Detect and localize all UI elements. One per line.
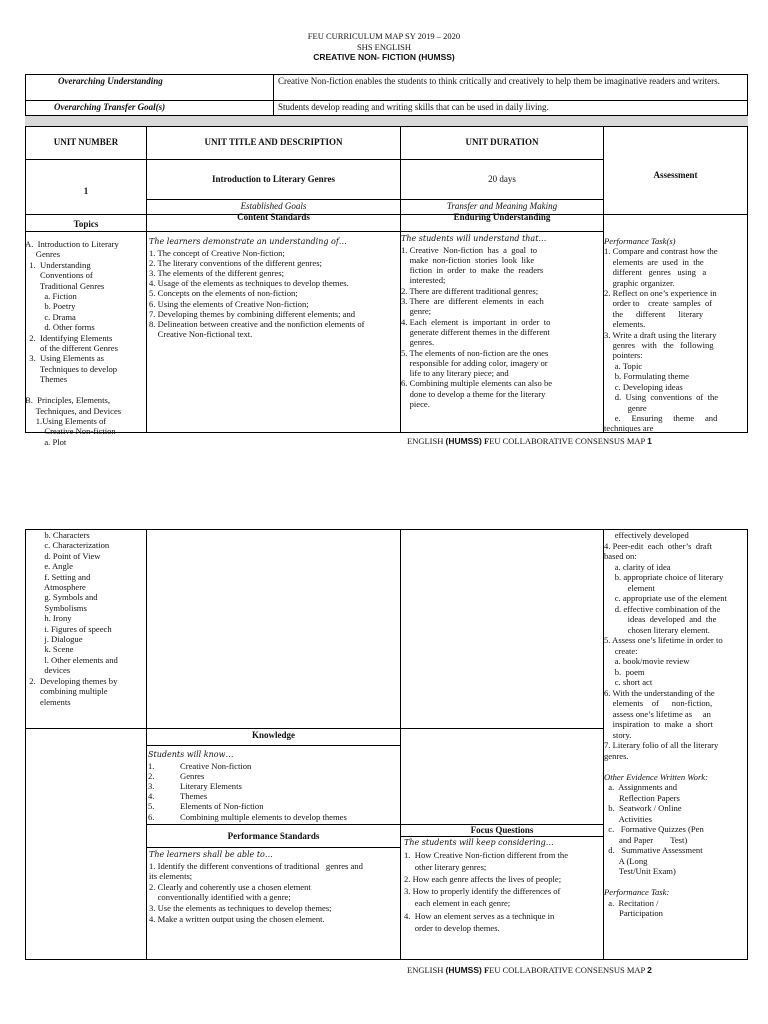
assessment-line: order to create samples of (604, 298, 713, 309)
performance-item: 1. Identify the different conventions of traditional genres and (149, 860, 363, 871)
assessment-line: 2. Reflect on one’s experience in (604, 288, 717, 299)
knowledge-item (148, 761, 399, 771)
topic-line: d. Other forms (25, 322, 95, 333)
topic-line: a. Fiction (25, 291, 77, 302)
knowledge-item-text: Genres (180, 770, 205, 781)
footer-page1 (407, 436, 652, 446)
topic-line: e. Angle (25, 561, 73, 572)
topic-line: Themes (25, 374, 68, 385)
content-standard-item: Creative Non-fictional text. (149, 329, 253, 340)
knowledge-item-number: 4. (148, 791, 155, 802)
knowledge-item-number: 1. (148, 760, 155, 771)
content-standards-label: Content Standards (237, 212, 310, 222)
topic-line: combining multiple (25, 686, 108, 697)
established-goals-label: Established Goals (240, 201, 307, 211)
topic-line: a. Plot (25, 436, 67, 447)
focus-item: 1. How Creative Non-fiction different from the (404, 849, 569, 860)
knowledge-item-number: 3. (148, 781, 155, 791)
footer1-humss: (HUMSS) (445, 436, 482, 446)
topic-line: Atmosphere (25, 582, 86, 593)
unit-title-value: Introduction to Literary Genres (212, 174, 335, 184)
topic-line: 3. Using Elements as (25, 353, 105, 364)
assessment-line: Reflection Papers (604, 792, 680, 803)
assessment-line: a. Topic (604, 360, 643, 371)
performance-item: 2. Clearly and coherently use a chosen element (149, 881, 311, 892)
separator-band (25, 116, 748, 126)
assessment-list-page2 (604, 530, 748, 958)
knowledge-item-text: Literary Elements (180, 781, 242, 791)
enduring-item: 3. There are different elements in each (401, 296, 544, 307)
assessment-line: Activities (604, 813, 652, 824)
knowledge-item-text: Themes (180, 791, 208, 802)
header-unit-title: UNIT TITLE AND DESCRIPTION (204, 137, 343, 147)
topic-line: l. Other elements and (25, 654, 118, 665)
footer2-post: EU COLLABORATIVE CONSENSUS MAP (489, 965, 648, 975)
assessment-line: ideas developed and the (604, 614, 717, 624)
assessment-line: story. (604, 729, 632, 740)
assessment-line: based on: (604, 551, 637, 561)
topic-line: c. Characterization (25, 540, 110, 551)
focus-item: order to develop themes. (404, 922, 500, 933)
assessment-line: a. Recitation / (604, 897, 659, 908)
assessment-line: a. Assignments and (604, 782, 678, 792)
topics-list-page2 (25, 530, 146, 726)
knowledge-item (148, 781, 399, 791)
assessment-line: inspiration to make a short (604, 719, 713, 729)
topic-line: d. Point of View (25, 550, 101, 561)
assessment-line: 4. Peer-edit each other’s draft (604, 540, 713, 551)
assessment-line: c. Developing ideas (604, 381, 683, 392)
topic-line: Techniques, and Devices (25, 405, 122, 416)
header-unit-number: UNIT NUMBER (53, 137, 119, 147)
header-assessment: Assessment (653, 170, 698, 180)
focus-item: 4. How an element serves as a technique in (404, 910, 555, 921)
enduring-item: 6. Combining multiple elements can also be (401, 378, 553, 389)
knowledge-label: Knowledge (251, 730, 295, 740)
assessment-line: c. appropriate use of the element (604, 593, 727, 603)
assessment-line: effectively developed (604, 530, 689, 540)
enduring-list (401, 245, 602, 410)
footer2-f: F (481, 965, 490, 975)
overarching-transfer-text: Students develop reading and writing skills that can be used in daily living. (278, 102, 549, 112)
header-unit-duration: UNIT DURATION (465, 137, 539, 147)
topic-line: k. Scene (25, 644, 74, 655)
assessment-line: 3. Write a draft using the literary (604, 329, 717, 340)
content-standard-item: 6. Using the elements of Creative Non-fiction; (149, 298, 309, 309)
assessment-line: 1. Compare and contrast how the (604, 246, 718, 257)
focus-list (404, 849, 602, 934)
topics-list-page1 (25, 239, 146, 447)
performance-intro: The learners shall be able to… (149, 850, 273, 859)
assessment-line: different genres using a (604, 267, 707, 278)
enduring-item: generate different themes in the different (401, 326, 550, 337)
assessment-line: b. Seatwork / Online (604, 803, 682, 813)
performance-list (149, 861, 399, 925)
enduring-item: life to any literary piece; and (401, 368, 509, 379)
assessment-line: elements. (604, 319, 646, 330)
focus-item: 3. How to properly identify the differences of (404, 886, 561, 897)
focus-item: other literary genres; (404, 861, 487, 872)
assessment-line: b. Formulating theme (604, 371, 689, 382)
topic-line: Techniques to develop (25, 363, 118, 374)
topic-line: of the different Genres (25, 343, 118, 354)
doc-title (0, 52, 768, 62)
unit-duration-value: 20 days (488, 174, 516, 184)
assessment-line: elements are used in the (604, 256, 704, 267)
knowledge-item-number: 5. (148, 801, 155, 812)
enduring-item: fiction in order to make the readers (401, 265, 544, 276)
content-standards-cell (149, 237, 399, 427)
focus-questions-label: Focus Questions (470, 825, 534, 835)
enduring-intro: The students will understand that… (401, 234, 547, 243)
content-standard-item: 7. Developing themes by combining different elements; and (149, 308, 356, 319)
assessment-line: Performance Task: (604, 887, 670, 897)
assessment-line (604, 877, 748, 888)
enduring-item: interested; (401, 275, 446, 286)
content-standards-list (149, 248, 399, 340)
footer1-num: 1 (647, 436, 652, 446)
assessment-line (604, 761, 748, 772)
footer-page2 (407, 965, 652, 975)
topics-label: Topics (73, 219, 99, 229)
topic-line: Conventions of (25, 270, 93, 281)
content-standard-item: 3. The elements of the different genres; (149, 268, 284, 278)
topic-line: A. Introduction to Literary (25, 239, 119, 249)
assessment-line: b. poem (604, 666, 645, 677)
doc-title-text: CREATIVE NON- FICTION (HUMSS) (313, 52, 455, 62)
enduring-cell (401, 234, 602, 430)
performance-item: 4. Make a written output using the chosen element. (149, 913, 325, 924)
topic-line: b. Poetry (25, 301, 76, 312)
assessment-line: 5. Assess one’s lifetime in order to (604, 635, 723, 645)
topic-line: 1.Using Elements of (25, 415, 107, 426)
assessment-line: create: (604, 645, 638, 656)
topic-line: g. Symbols and (25, 592, 98, 603)
knowledge-list (148, 761, 399, 822)
knowledge-item (148, 812, 399, 822)
assessment-line: element (604, 582, 655, 593)
assessment-line: d. Summative Assessment (604, 845, 703, 855)
knowledge-item-number: 2. (148, 770, 155, 781)
assessment-line: c. short act (604, 677, 653, 687)
overarching-transfer-label: Overarching Transfer Goal(s) (54, 102, 166, 112)
enduring-understanding-label: Enduring Understanding (453, 212, 551, 222)
transfer-meaning-label: Transfer and Meaning Making (446, 201, 558, 211)
assessment-line: Other Evidence Written Work: (604, 771, 708, 782)
topic-line: 2. Identifying Elements (25, 332, 113, 343)
performance-item: conventionally identified with a genre; (149, 892, 291, 903)
enduring-item: genres. (401, 337, 435, 348)
topic-line: 2. Developing themes by (25, 675, 118, 686)
content-standard-item: 8. Delineation between creative and the nonfiction elements of (149, 319, 365, 330)
content-standard-item: 2. The literary conventions of the different genres; (149, 257, 322, 268)
topic-line: j. Dialogue (25, 634, 83, 645)
footer2-humss: (HUMSS) (445, 965, 482, 975)
overarching-understanding-text: Creative Non-fiction enables the students to think critically and creatively to help them be imaginative readers and writers. (278, 76, 720, 86)
enduring-item: done to develop a theme for the literary (401, 388, 546, 399)
assessment-line: d. effective combination of the (604, 603, 721, 614)
topic-line: Symbolisms (25, 602, 87, 613)
assessment-line: genre (604, 402, 647, 413)
enduring-item: 4. Each element is important in order to (401, 316, 551, 327)
assessment-line: a. clarity of idea (604, 561, 671, 572)
assessment-list-page1 (604, 236, 748, 432)
doc-header-line2: SHS ENGLISH (356, 42, 412, 52)
assessment-line: 7. Literary folio of all the literary (604, 740, 719, 750)
content-standard-item: 5. Concepts on the elements of non-fiction; (149, 288, 298, 299)
knowledge-cell (148, 750, 399, 822)
topic-line: elements (25, 696, 71, 707)
assessment-line: and Paper Test) (604, 834, 688, 845)
knowledge-intro: Students will know… (148, 750, 234, 759)
doc-header-line1: FEU CURRICULUM MAP SY 2019 – 2020 (307, 31, 461, 41)
content-standard-item: 1. The concept of Creative Non-fiction; (149, 247, 285, 258)
assessment-line: chosen literary element. (604, 624, 710, 635)
knowledge-item (148, 801, 399, 811)
topic-line: c. Drama (25, 311, 76, 322)
enduring-item: make non-fiction stories look like (401, 254, 535, 265)
assessment-line: Test/Unit Exam) (604, 866, 676, 876)
enduring-item: 5. The elements of non-fiction are the ones (401, 347, 549, 358)
topic-line: Genres (25, 249, 61, 260)
knowledge-item-number: 6. (148, 811, 155, 822)
knowledge-item-text: Elements of Non-fiction (180, 801, 264, 812)
enduring-item: genre; (401, 306, 432, 317)
assessment-line: assess one’s lifetime as an (604, 708, 711, 719)
assessment-line: e. Ensuring theme and (604, 412, 718, 423)
performance-cell (149, 850, 399, 956)
assessment-line: c. Formative Quizzes (Pen (604, 824, 704, 834)
focus-item: each element in each genre; (404, 898, 511, 909)
topic-line: b. Characters (25, 530, 90, 540)
assessment-line: elements of non-fiction, (604, 698, 713, 708)
content-standard-item: 4. Usage of the elements as techniques to develop themes. (149, 278, 349, 289)
topic-line: 1. Understanding (25, 259, 91, 270)
topic-line: B. Principles, Elements, (25, 395, 110, 406)
topic-line: h. Irony (25, 613, 72, 624)
assessment-line: Participation (604, 908, 663, 918)
knowledge-item (148, 791, 399, 801)
topic-line (25, 385, 146, 395)
content-standards-intro: The learners demonstrate an understanding of… (149, 237, 347, 246)
performance-standards-label: Performance Standards (227, 831, 320, 841)
assessment-line: Performance Task(s) (604, 236, 676, 246)
knowledge-item-text: Creative Non-fiction (180, 760, 252, 771)
assessment-line: genres with the following (604, 340, 714, 351)
focus-cell (404, 838, 602, 956)
assessment-line: pointers: (604, 350, 643, 361)
assessment-line: graphic organizer. (604, 277, 675, 288)
overarching-understanding-label: Overarching Understanding (58, 76, 163, 86)
enduring-item: 1. Creative Non-fiction has a goal to (401, 244, 538, 255)
assessment-line: d. Using conventions of the (604, 392, 719, 403)
assessment-line: b. appropriate choice of literary (604, 572, 724, 582)
enduring-item: 2. There are different traditional genres; (401, 285, 539, 296)
performance-item: 3. Use the elements as techniques to develop themes; (149, 902, 332, 913)
footer1-pre: ENGLISH (407, 436, 446, 446)
footer2-num: 2 (647, 965, 652, 975)
topic-line: devices (25, 665, 71, 676)
assessment-line: a. book/movie review (604, 656, 690, 666)
performance-item: its elements; (149, 871, 193, 882)
assessment-line: genres. (604, 750, 629, 761)
focus-item: 2. How each genre affects the lives of people; (404, 874, 562, 884)
knowledge-item-text: Combining multiple elements to develop themes (180, 811, 347, 822)
enduring-item: responsible for adding color, imagery or (401, 357, 548, 368)
focus-intro: The students will keep considering… (404, 838, 554, 847)
assessment-line: the different literary (604, 308, 704, 319)
unit-number-value: 1 (83, 186, 89, 196)
footer1-f: F (481, 436, 490, 446)
footer2-pre: ENGLISH (407, 965, 446, 975)
topic-line: f. Setting and (25, 571, 91, 582)
enduring-item: piece. (401, 399, 430, 410)
footer1-post: EU COLLABORATIVE CONSENSUS MAP (489, 436, 648, 446)
assessment-line: techniques are (604, 423, 654, 434)
assessment-line: 6. With the understanding of the (604, 687, 715, 698)
knowledge-item (148, 771, 399, 781)
assessment-line: A (Long (604, 855, 648, 866)
topic-line: i. Figures of speech (25, 623, 112, 634)
topic-line: Creative Non-fiction (25, 426, 116, 437)
topic-line: Traditional Genres (25, 280, 105, 291)
